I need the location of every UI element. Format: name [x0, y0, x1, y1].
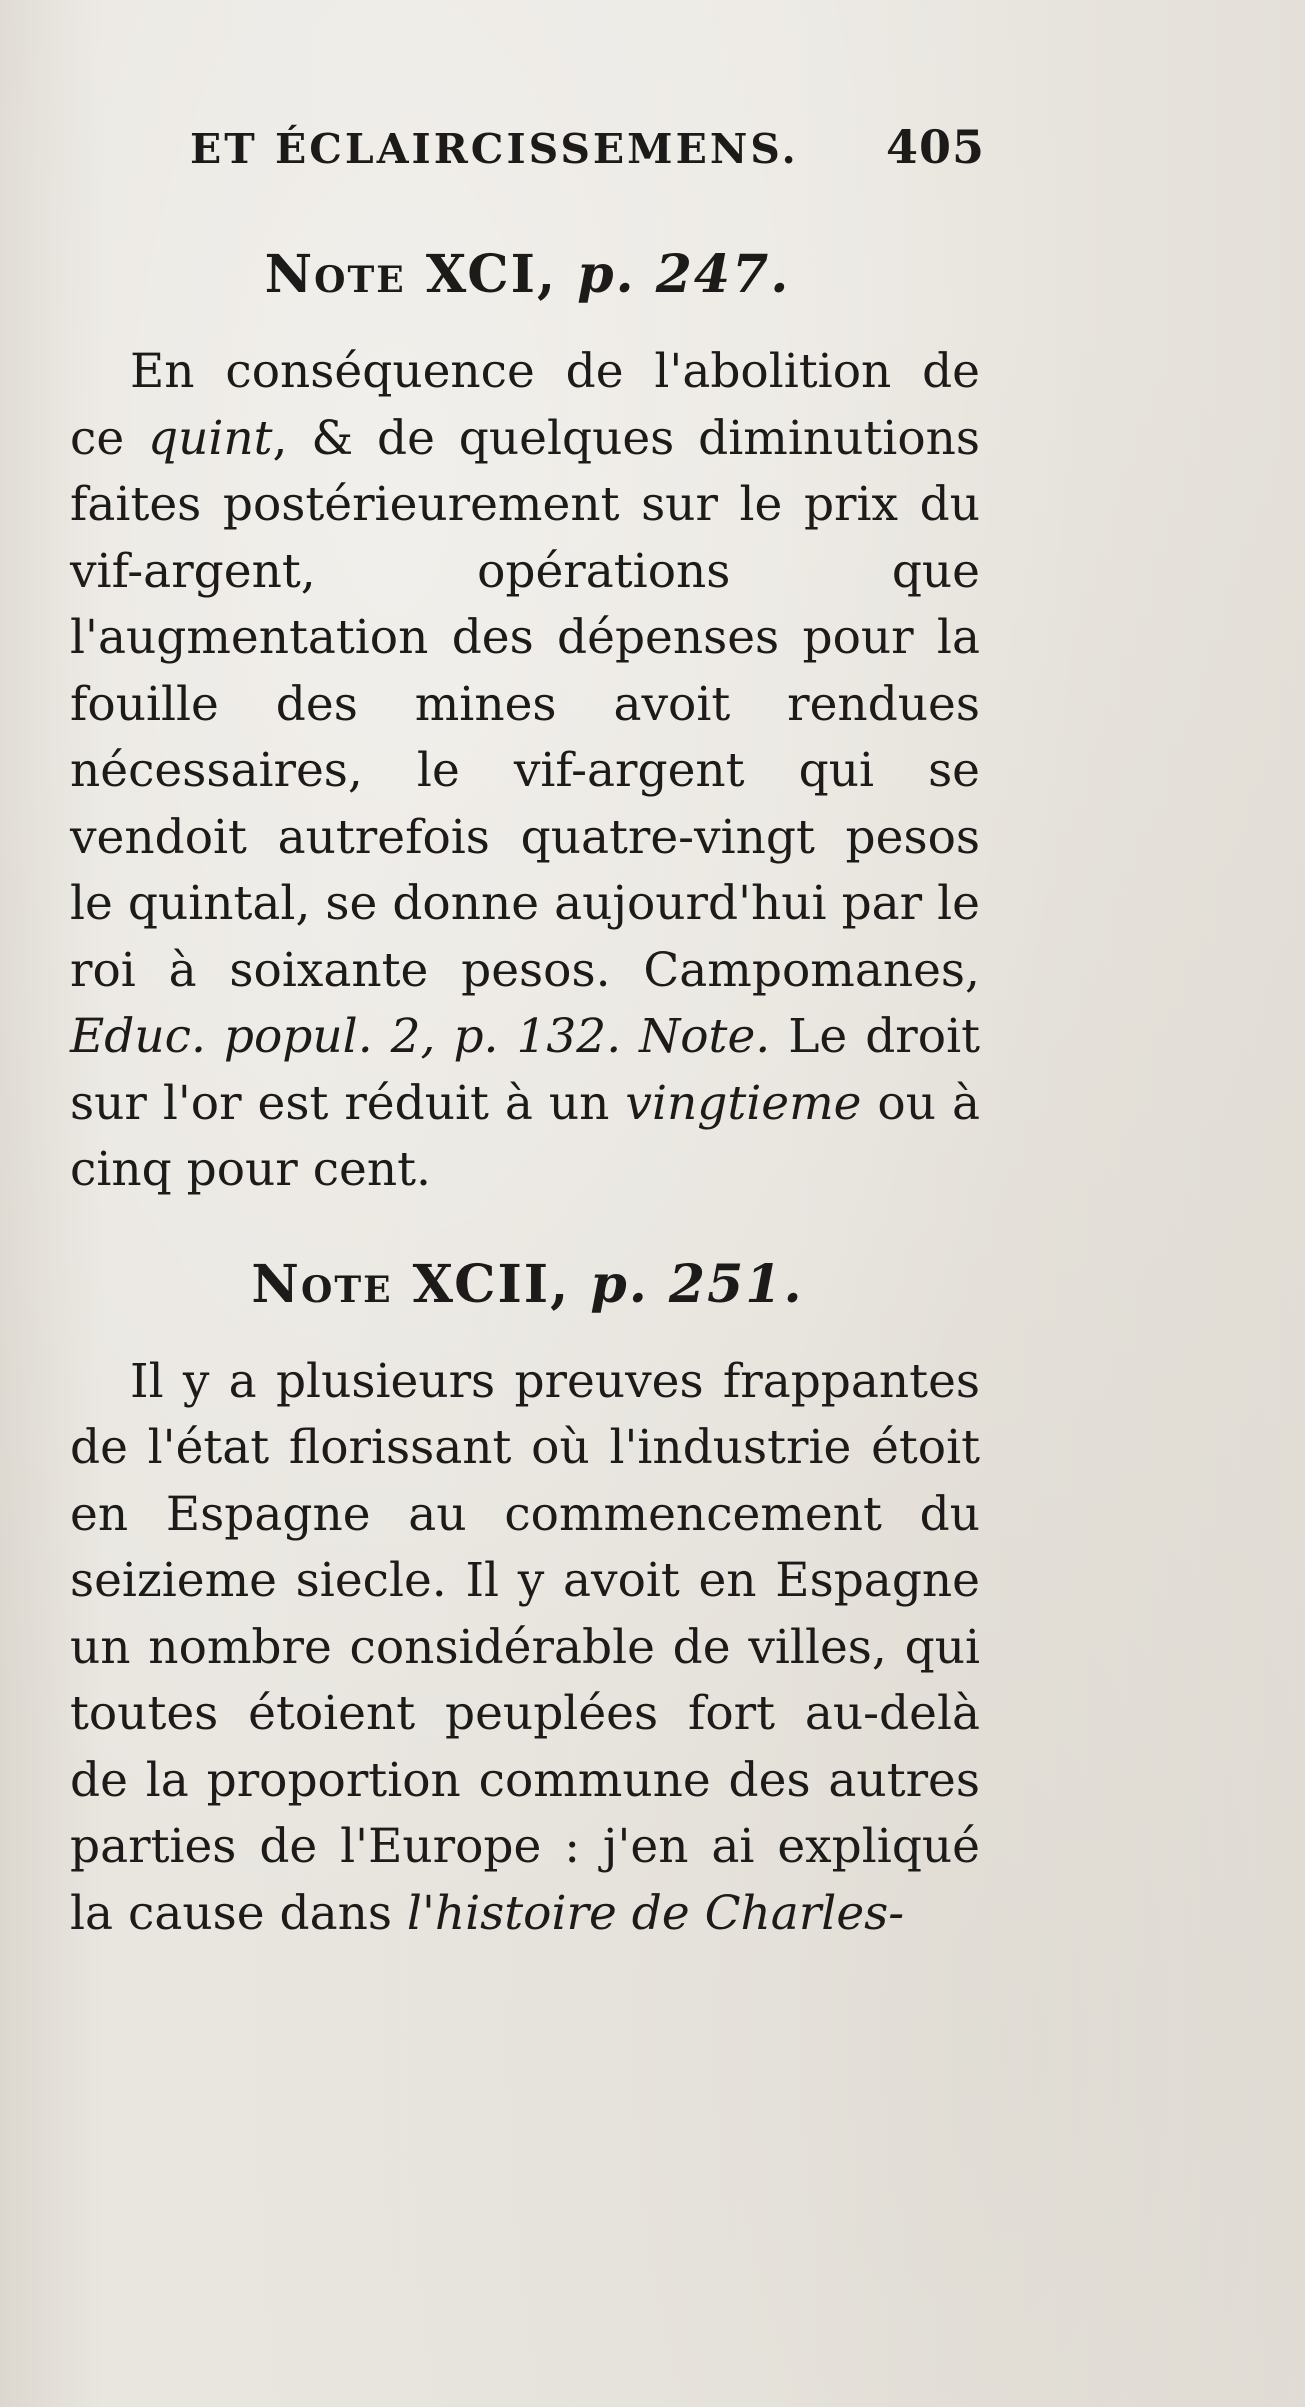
note-text-run: , & de quelques diminutions faites postérieurement sur le prix du vif-argent, opérations que l'augmentation des dépenses pour la fouille des mines avoit rendues nécessaires, le vif-argent qui se vendoit autrefois quatre-vingt pesos le quintal, se donne aujourd'hui par le roi à soixante pesos. Campomanes,: [70, 410, 981, 998]
note-italic-run: quint: [148, 410, 273, 466]
page-text-block: [70, 120, 985, 1947]
note-heading: [70, 1254, 985, 1315]
note-text-run: Le droit sur l'or est réduit à un: [70, 1009, 980, 1131]
page-number: 405: [885, 120, 985, 174]
note-heading: [70, 244, 985, 305]
note-italic-run: Educ. popul. 2, p. 132. Note.: [70, 1009, 771, 1064]
note-heading-separator: ,: [536, 244, 578, 305]
note-body: [70, 339, 985, 1204]
note-heading-number: Note XCI: [264, 244, 537, 305]
note-text-run: ou à cinq pour cent.: [70, 1075, 980, 1197]
running-head-title: ET ÉCLAIRCISSEMENS.: [190, 125, 799, 173]
note-italic-run: vingtieme: [625, 1075, 862, 1131]
note-heading-page-ref: p. 251.: [590, 1253, 804, 1315]
note-body: [70, 1349, 985, 1948]
note-heading-page-ref: p. 247.: [577, 244, 791, 305]
note-xcii: [70, 1254, 985, 1948]
note-text-run: En conséquence de l'abolition de ce: [70, 344, 980, 466]
running-head: [70, 120, 985, 174]
note-heading-number: Note XCII: [251, 1253, 551, 1315]
note-italic-run: l'histoire de Charles-: [406, 1885, 905, 1941]
note-text-run: Il y a plusieurs preuves frappantes de l'état florissant où l'industrie étoit en Espagne au commencement du seizieme siecle. Il y avoit en Espagne un nombre considérable de villes, qui toutes étoient peuplées fort au-delà de la proportion commune des autres parties de l'Europe : j'en ai expliqué la cause dans: [70, 1353, 980, 1941]
note-xci: [70, 244, 985, 1204]
note-heading-separator: ,: [550, 1253, 591, 1315]
